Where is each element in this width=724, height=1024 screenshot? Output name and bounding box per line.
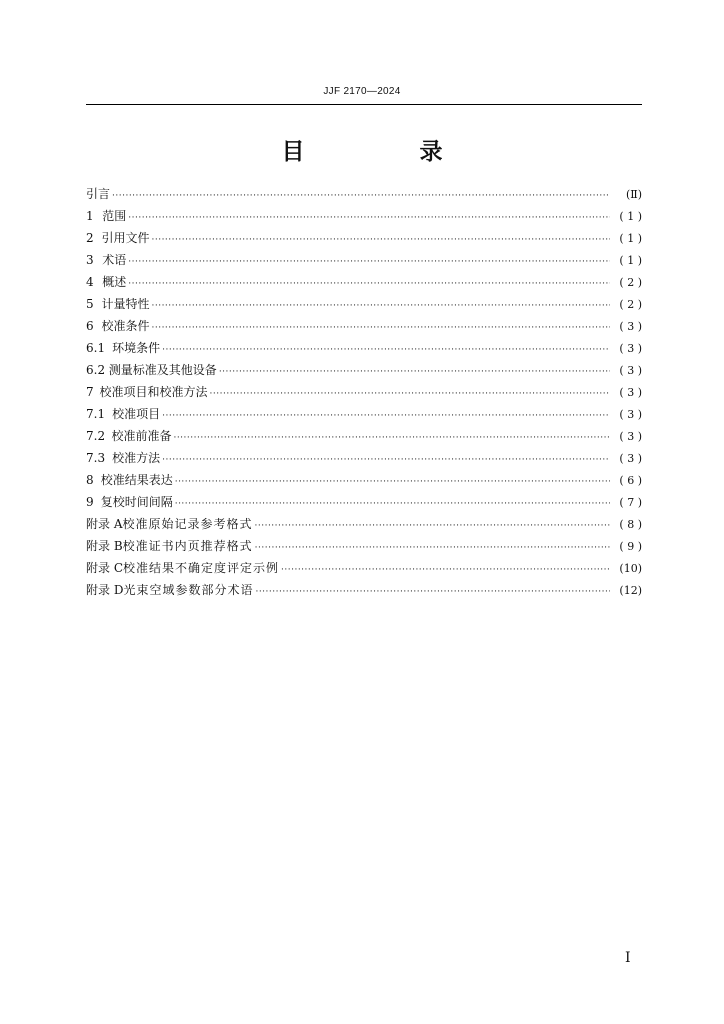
toc-entry-page: ( 3 ): [619, 342, 642, 355]
toc-entry[interactable]: [86, 227, 642, 249]
toc-leader-dots: [281, 559, 610, 581]
toc-entry[interactable]: [86, 491, 642, 513]
toc-entry-page: ( 3 ): [619, 364, 642, 377]
toc-entry-number: 2: [86, 231, 94, 245]
toc-entry-page: ( 7 ): [619, 496, 642, 509]
toc-entry-number: 9: [86, 495, 94, 509]
toc-entry-page: ( 1 ): [619, 232, 642, 245]
toc-entry-number: 6.1: [86, 341, 106, 355]
toc-entry-number: 附录 D: [86, 583, 124, 597]
toc-leader-dots: [162, 339, 610, 361]
toc-entry-number: 7.2: [86, 429, 106, 443]
standard-code: JJF 2170—2024: [323, 86, 401, 97]
toc-entry-label: 复校时间间隔: [100, 495, 173, 509]
toc-entry[interactable]: [86, 381, 642, 403]
toc-entry[interactable]: [86, 249, 642, 271]
toc-entry[interactable]: [86, 205, 642, 227]
toc-entry-number: 6.2: [86, 363, 106, 377]
toc-entry-page: ( 3 ): [619, 408, 642, 421]
toc-entry-label: 测量标准及其他设备: [108, 363, 217, 377]
toc-entry[interactable]: [86, 359, 642, 381]
toc-entry[interactable]: [86, 557, 642, 579]
toc-entry-page: ( 3 ): [619, 452, 642, 465]
toc-entry-label: 引用文件: [101, 231, 150, 245]
toc-entry-label: 校准条件: [101, 319, 150, 333]
toc-entry-label: 范围: [102, 209, 127, 223]
toc-entry-number: 7.1: [86, 407, 106, 421]
page-number: I: [625, 950, 631, 966]
toc-entry-number: 5: [86, 297, 94, 311]
toc-entry-number: 附录 B: [86, 539, 123, 553]
toc-entry-page: ( 2 ): [619, 276, 642, 289]
toc-entry-label: 校准项目和校准方法: [99, 385, 208, 399]
toc-entry-label: 校准方法: [112, 451, 161, 465]
header-rule: [86, 104, 642, 105]
toc-entry[interactable]: [86, 183, 642, 205]
toc-leader-dots: [173, 427, 610, 449]
toc-entry-number: 1: [86, 209, 94, 223]
toc-entry-page: ( 1 ): [619, 254, 642, 267]
toc-entry-number: 3: [86, 253, 94, 267]
toc-leader-dots: [151, 295, 610, 317]
toc-entry[interactable]: [86, 337, 642, 359]
toc-entry[interactable]: [86, 403, 642, 425]
toc-leader-dots: [255, 581, 610, 603]
toc-entry-label: 环境条件: [112, 341, 161, 355]
toc-entry[interactable]: [86, 535, 642, 557]
toc-leader-dots: [162, 405, 610, 427]
toc-entry-label: 校准原始记录参考格式: [122, 517, 253, 531]
toc-entry-label: 校准项目: [112, 407, 161, 421]
toc-entry[interactable]: [86, 579, 642, 601]
toc-entry-page: (12): [619, 584, 642, 597]
toc-entry-page: (Ⅱ): [625, 188, 642, 201]
toc-leader-dots: [175, 471, 610, 493]
toc-entry-number: 附录 C: [86, 561, 123, 575]
toc-entry-page: (10): [619, 562, 642, 575]
toc-entry-page: ( 3 ): [619, 430, 642, 443]
toc-leader-dots: [162, 449, 610, 471]
toc-leader-dots: [219, 361, 610, 383]
toc-leader-dots: [255, 515, 611, 537]
toc-entry[interactable]: [86, 513, 642, 535]
toc-leader-dots: [128, 273, 610, 295]
toc-entry-page: ( 6 ): [619, 474, 642, 487]
toc-leader-dots: [128, 251, 610, 273]
toc-entry-number: 7: [86, 385, 94, 399]
toc-leader-dots: [151, 229, 610, 251]
table-of-contents: [86, 183, 642, 601]
toc-entry-label: 校准结果不确定度评定示例: [123, 561, 280, 575]
toc-entry-number: 8: [86, 473, 94, 487]
toc-entry-number: 7.3: [86, 451, 106, 465]
toc-entry[interactable]: [86, 425, 642, 447]
toc-entry-page: ( 2 ): [619, 298, 642, 311]
toc-entry-page: ( 8 ): [619, 518, 642, 531]
toc-entry-number: 4: [86, 275, 94, 289]
toc-entry-page: ( 9 ): [619, 540, 642, 553]
toc-entry[interactable]: [86, 271, 642, 293]
toc-entry-label: 光束空域参数部分术语: [123, 583, 254, 597]
running-header: [0, 86, 724, 97]
toc-leader-dots: [175, 493, 610, 515]
toc-leader-dots: [151, 317, 610, 339]
toc-entry[interactable]: [86, 315, 642, 337]
toc-leader-dots: [255, 537, 610, 559]
toc-entry-label: 引言: [86, 187, 111, 201]
toc-leader-dots: [112, 185, 610, 207]
page-title: 目 录: [281, 139, 489, 165]
toc-entry-page: ( 1 ): [619, 210, 642, 223]
toc-entry[interactable]: [86, 293, 642, 315]
toc-entry-label: 概述: [102, 275, 127, 289]
toc-entry[interactable]: [86, 469, 642, 491]
toc-entry-number: 附录 A: [86, 517, 123, 531]
toc-entry-label: 计量特性: [101, 297, 150, 311]
toc-entry-page: ( 3 ): [619, 386, 642, 399]
toc-leader-dots: [210, 383, 610, 405]
toc-entry-number: 6: [86, 319, 94, 333]
toc-entry-label: 校准前准备: [111, 429, 172, 443]
toc-entry-label: 术语: [102, 253, 127, 267]
toc-leader-dots: [128, 207, 610, 229]
toc-entry[interactable]: [86, 447, 642, 469]
toc-entry-label: 校准证书内页推荐格式: [122, 539, 253, 553]
toc-entry-label: 校准结果表达: [100, 473, 173, 487]
toc-entry-page: ( 3 ): [619, 320, 642, 333]
